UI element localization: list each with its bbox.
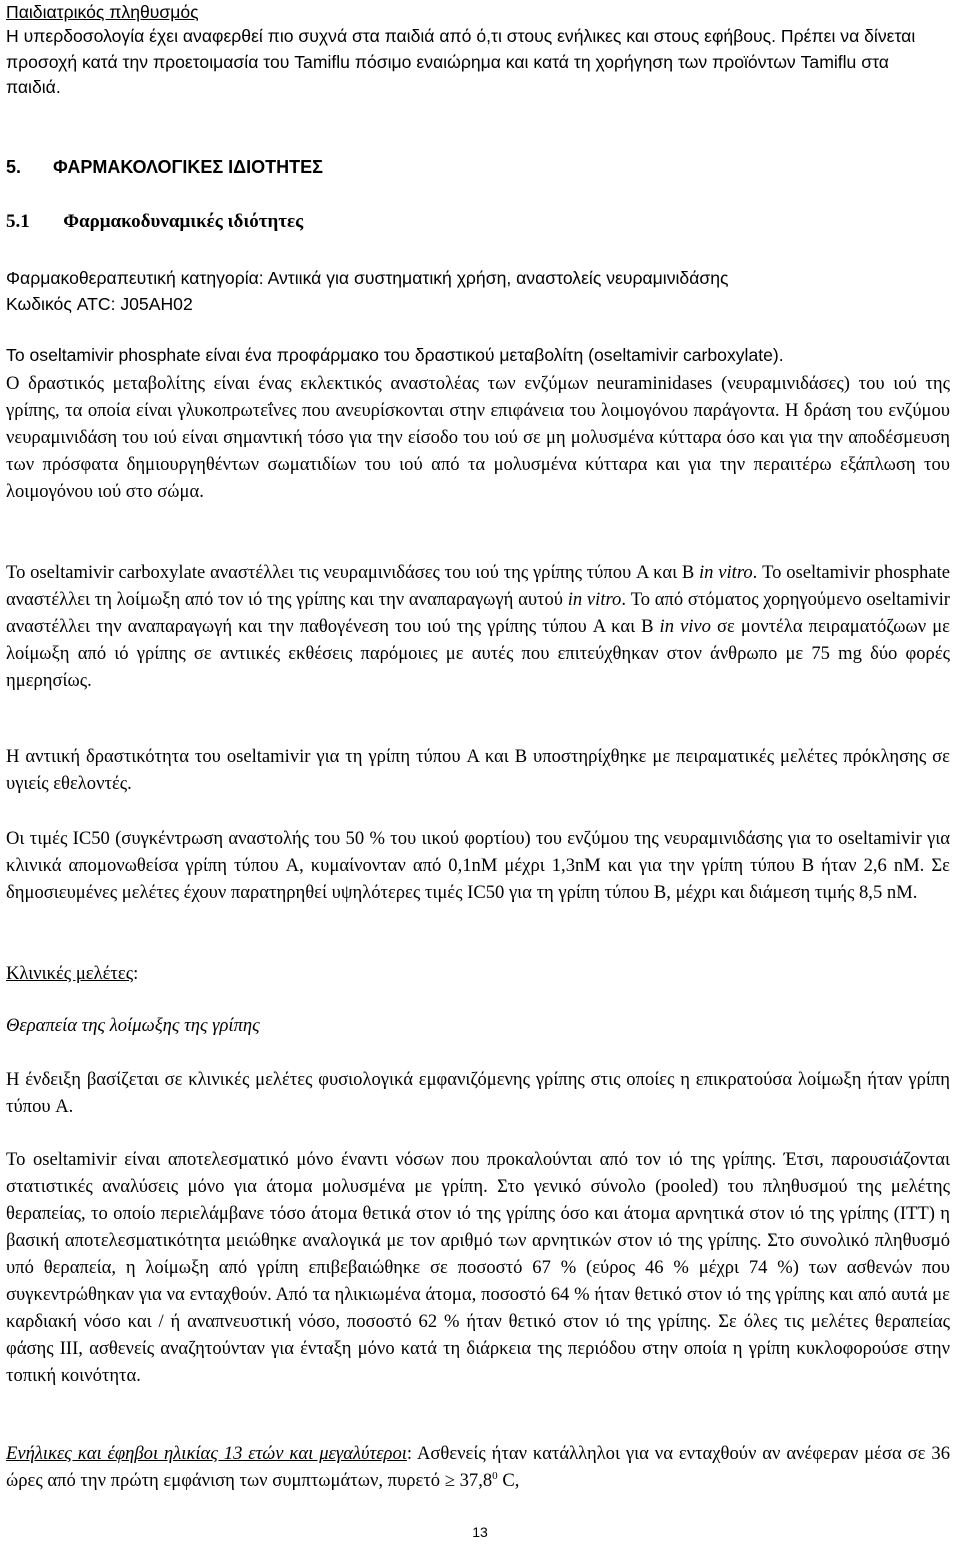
pediatric-heading: Παιδιατρικός πληθυσμός [6,2,199,22]
paragraph-adults: Ενήλικες και έφηβοι ηλικίας 13 ετών και μεγαλύτεροι: Ασθενείς ήταν κατάλληλοι για να ενταχθούν αν ανέφεραν μέσα σε 36 ώρες από την πρώτη εμφάνιση των συμπτωμάτων, $\pi\upsilon\rho\varepsilon\tau ό \ge 37,8^0$ C, [6,1443,951,1491]
paragraph-prodrug-line: Το oseltamivir phosphate είναι ένα προφάρμακο του δραστικού μεταβολίτη (oseltamivir carboxylate). [6,345,784,365]
paragraph-efficacy: Το oseltamivir είναι αποτελεσματικό μόνο έναντι νόσων που προκαλούνται από τον ιό της γρίπης. Έτσι, παρουσιάζονται στατιστικές αναλύσεις μόνο για άτομα μολυσμένα με γρίπη. Στο γενικό σύνολο (pooled) του πληθυσμού της μελέτης θεραπείας, το οποίο περιελάμβανε τόσο άτομα θετικά στον ιό της γρίπης όσο και άτομα αρνητικά στον ιό της γρίπης (ITT) η βασική αποτελεσματικότητα μειώθηκε αναλογικά με τον αριθμό των αρνητικών στον ιό της γρίπης. Στο συνολικό πληθυσμό υπό θεραπεία, η λοίμωξη από γρίπη επιβεβαιώθηκε σε ποσοστό 67 % (εύρος 46 % μέχρι 74 %) των ασθενών που συγκεντρώθηκαν για να ενταχθούν. Από τα ηλικιωμένα άτομα, ποσοστό 64 % ήταν θετικό στον ιό της γρίπης και από αυτά με καρδιακή νόσο και / ή αναπνευστική νόσο, ποσοστό 62 % ήταν θετικό στον ιό της γρίπης. Σε όλες τις μελέτες θεραπείας φάσης III, ασθενείς αναζητούνταν για ένταξη μόνο κατά τη διάρκεια της περιόδου στην οποία η γρίπη κυκλοφορούσε στην τοπική κοινότητα. [6,1149,950,1386]
pediatric-paragraph: Η υπερδοσολογία έχει αναφερθεί πιο συχνά στα παιδιά από ό,τι στους ενήλικες και στους εφήβους. Πρέπει να δίνεται προσοχή κατά την προετοιμασία του Tamiflu πόσιμο εναιώρημα και κατά τη χορήγηση των προϊόντων Tamiflu στα παιδιά. [6,26,916,97]
influenza-treatment-subheading: Θεραπεία της λοίμωξης της γρίπης [6,1015,260,1036]
clinical-studies-heading: Κλινικές μελέτες: [6,963,139,984]
paragraph-mechanism: Ο δραστικός μεταβολίτης είναι ένας εκλεκτικός αναστολέας των ενζύμων neuraminidases (νευραμινιδάσες) του ιού της γρίπης, τα οποία είναι γλυκοπρωτεΐνες που ανευρίσκονται στην επιφάνεια του λοιμογόνου παράγοντα. Η δράση του ενζύμου νευραμινιδάση του ιού είναι σημαντική τόσο για την είσοδο του ιού σε μη μολυσμένα κύτταρα όσο και για την αποδέσμευση των πρόσφατα δημιουργηθέντων σωματιδίων του ιού από τα μολυσμένα κύτταρα και για την περαιτέρω εξάπλωση του λοιμογόνου ιού στο σώμα. [6,373,950,502]
section-5-1-title: Φαρμακοδυναμικές ιδιότητες [63,211,304,232]
section-5-number: 5. [6,157,22,177]
section-5-1-heading [6,211,303,233]
paragraph-ic50: Οι τιμές IC50 (συγκέντρωση αναστολής του 50 % του ιικού φορτίου) του ενζύμου της νευραμινιδάσης για το oseltamivir για κλινικά απομονωθείσα γρίπη τύπου A, κυμαίνονταν από 0,1nM μέχρι 1,3nM και για την γρίπη τύπου B ήταν 2,6 nM. Σε δημοσιευμένες μελέτες έχουν παρατηρηθεί υψηλότερες τιμές IC50 για τη γρίπη τύπου B, μέχρι και διάμεση τιμής 8,5 nM. [6,828,950,903]
greater-equal-symbol: ≥ [444,1470,455,1491]
atc-code: Κωδικός ATC: J05AH02 [6,294,193,314]
paragraph-indication: Η ένδειξη βασίζεται σε κλινικές μελέτες φυσιολογικά εμφανιζόμενης γρίπης στις οποίες η επικρατούσα λοίμωξη ήταν γρίπη τύπου A. [6,1069,950,1117]
section-5-title: ΦΑΡΜΑΚΟΛΟΓΙΚΕΣ ΙΔΙΟΤΗΤΕΣ [53,157,323,177]
adults-label: Ενήλικες και έφηβοι ηλικίας 13 ετών και μεγαλύτεροι [6,1443,407,1464]
section-5-heading [6,157,323,178]
section-5-1-number: 5.1 [6,211,30,232]
paragraph-in-vitro: Το oseltamivir carboxylate αναστέλλει τις νευραμινιδάσες του ιού της γρίπης τύπου A και B in vitro. Το oseltamivir phosphate αναστέλλει τη λοίμωξη από τον ιό της γρίπης και την αναπαραγωγή αυτού in vitro. Το από στόματος χορηγούμενο oseltamivir αναστέλλει την αναπαραγωγή και την παθογένεση του ιού της γρίπης τύπου A και B in vivo σε μοντέλα πειραματόζωων με λοίμωξη από ιό γρίπης σε αντιικές εκθέσεις παρόμοιες με αυτές που επιτεύχθηκαν στον άνθρωπο με 75 mg δύο φορές ημερησίως. [6,562,950,691]
paragraph-challenge-studies: Η αντιική δραστικότητα του oseltamivir για τη γρίπη τύπου A και B υποστηρίχθηκε με πειραματικές μελέτες πρόκλησης σε υγιείς εθελοντές. [6,746,950,794]
pharmacotherapeutic-group: Φαρμακοθεραπευτική κατηγορία: Αντιικά για συστηματική χρήση, αναστολείς νευραμινιδάσης [6,268,729,288]
page-number: 13 [472,1524,488,1540]
